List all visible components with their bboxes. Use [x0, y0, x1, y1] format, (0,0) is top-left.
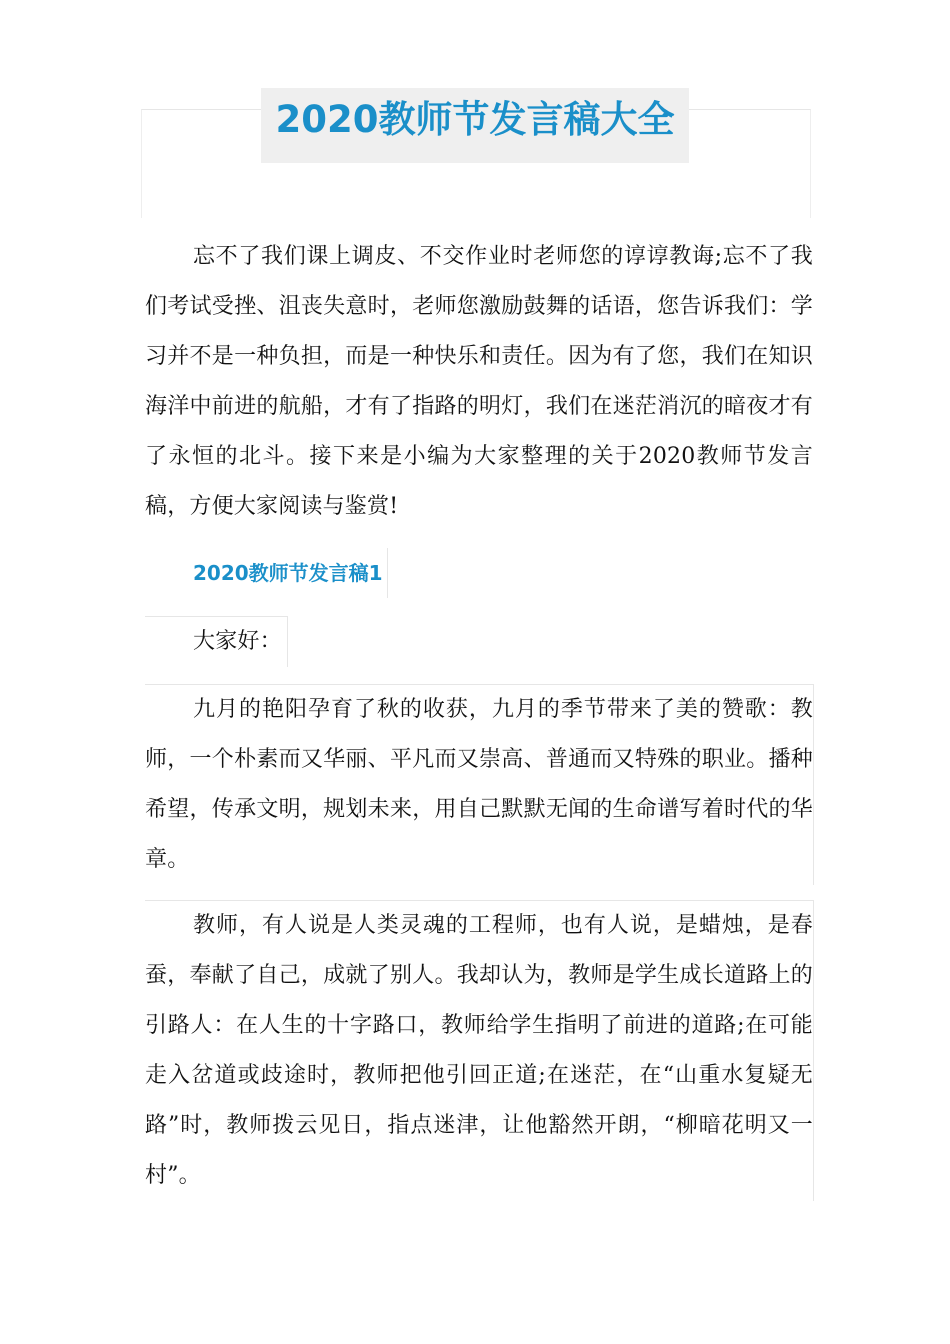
section-heading: 2020教师节发言稿1 [193, 548, 388, 598]
body-paragraph-2: 教师，有人说是人类灵魂的工程师，也有人说，是蜡烛，是春蚕，奉献了自己，成就了别人。我却认为，教师是学生成长道路上的引路人：在人生的十字路口，教师给学生指明了前进的道路;在可能走入岔道或歧途时，教师把他引回正道;在迷茫，在“山重水复疑无路”时，教师拨云见日，指点迷津，让他豁然开朗，“柳暗花明又一村”。 [145, 900, 814, 1201]
greeting-paragraph: 大家好： [145, 616, 288, 667]
body-paragraph-1: 九月的艳阳孕育了秋的收获，九月的季节带来了美的赞歌：教师，一个朴素而又华丽、平凡而又崇高、普通而又特殊的职业。播种希望，传承文明，规划未来，用自己默默无闻的生命谱写着时代的华章。 [145, 684, 814, 885]
intro-paragraph: 忘不了我们课上调皮、不交作业时老师您的谆谆教诲;忘不了我们考试受挫、沮丧失意时，老师您激励鼓舞的话语，您告诉我们：学习并不是一种负担，而是一种快乐和责任。因为有了您，我们在知识海洋中前进的航船，才有了指路的明灯，我们在迷茫消沉的暗夜才有了永恒的北斗。接下来是小编为大家整理的关于2020教师节发言稿，方便大家阅读与鉴赏! [145, 244, 813, 519]
document-title: 2020教师节发言稿大全 [275, 98, 675, 141]
